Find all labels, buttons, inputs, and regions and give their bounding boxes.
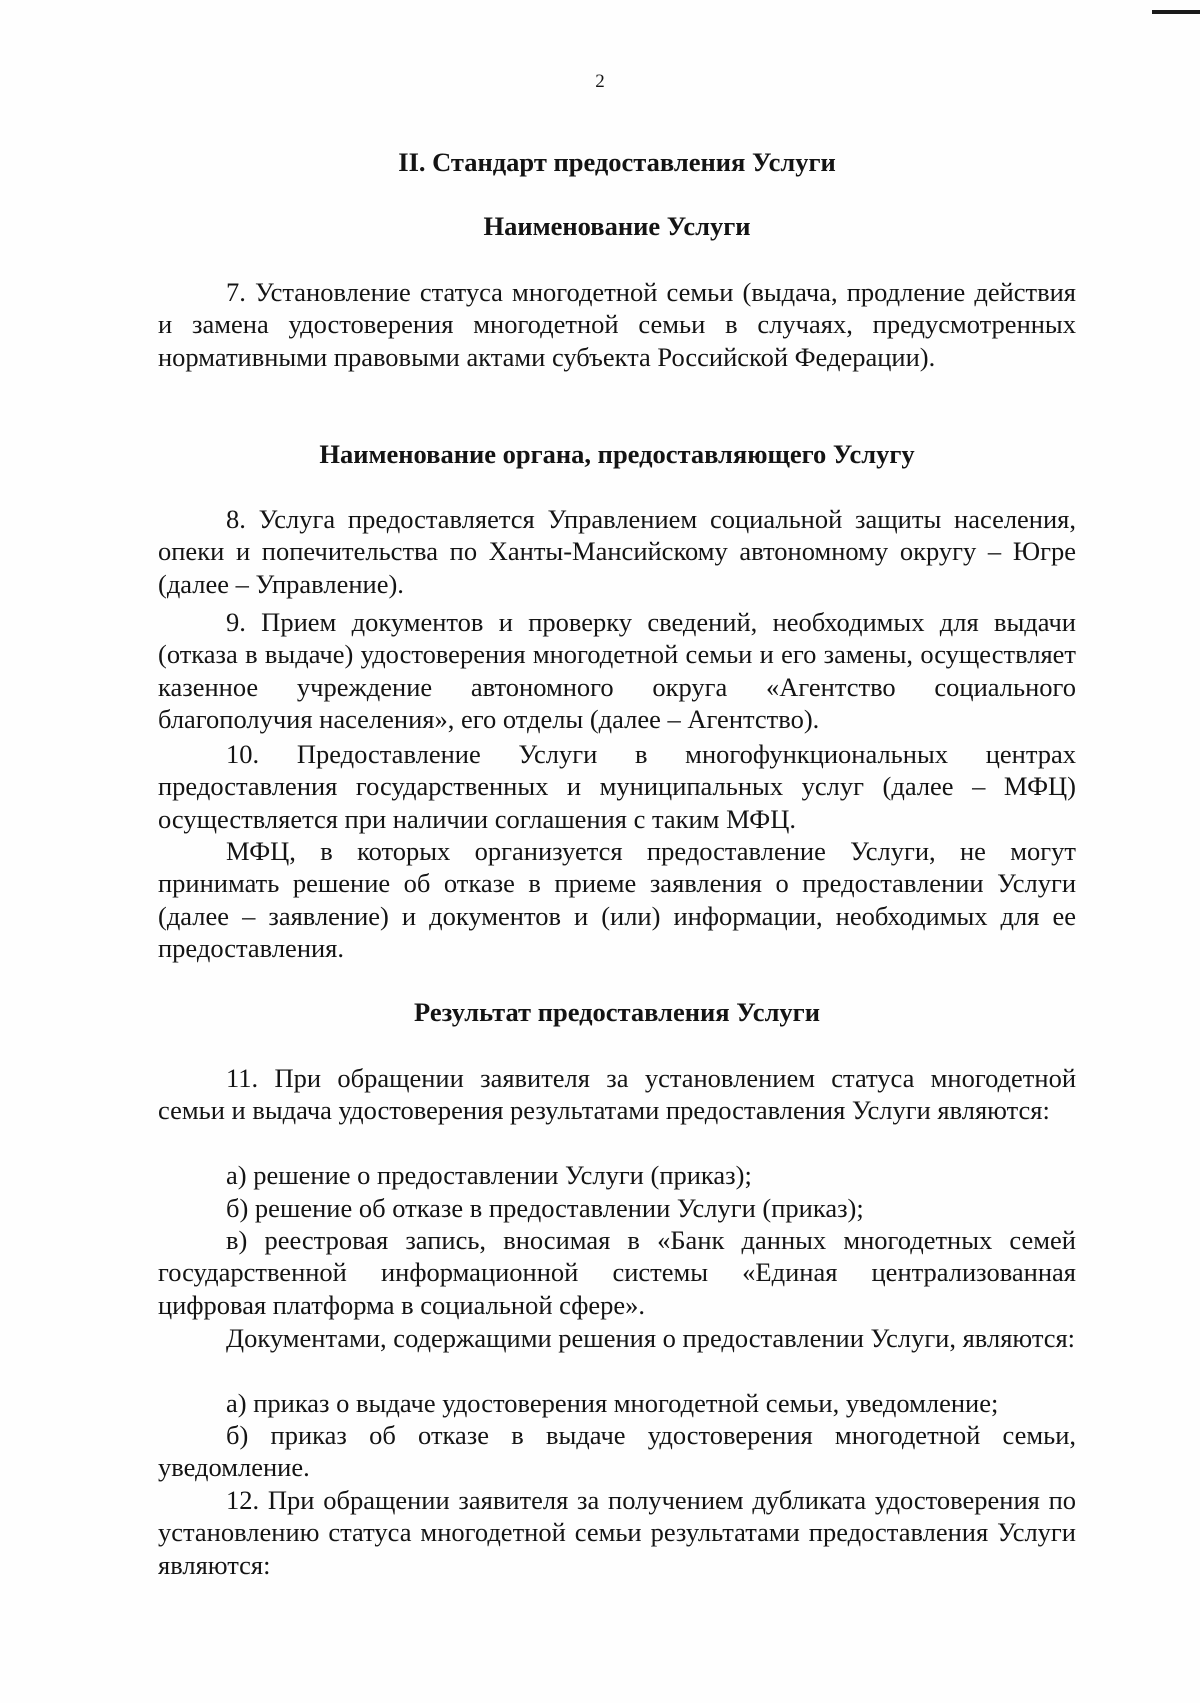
- list-item-doc-a: а) приказ о выдаче удостоверения многодетной семьи, уведомление;: [226, 1388, 999, 1418]
- list-item-b: б) решение об отказе в предоставлении Услуги (приказ);: [226, 1193, 864, 1223]
- list-item-c: в) реестровая запись, вносимая в «Банк данных многодетных семей государственной информационной системы «Единая централизованная цифровая платформа в социальной сфере».: [158, 1225, 1076, 1320]
- paragraph-10: 10. Предоставление Услуги в многофункциональных центрах предоставления государственных и муниципальных услуг (далее – МФЦ) осуществляется при наличии соглашения с таким МФЦ.: [158, 739, 1076, 834]
- paragraph-12: 12. При обращении заявителя за получением дубликата удостоверения по установлению статуса многодетной семьи результатами предоставления Услуги являются:: [158, 1485, 1076, 1580]
- paragraph-8: 8. Услуга предоставляется Управлением социальной защиты населения, опеки и попечительства по Ханты-Мансийскому автономному округу – Югре (далее – Управление).: [158, 504, 1076, 599]
- heading-service-name: Наименование Услуги: [483, 211, 751, 241]
- page-number: 2: [595, 71, 605, 92]
- paragraph-7: 7. Установление статуса многодетной семьи (выдача, продление действия и замена удостоверения многодетной семьи в случаях, предусмотренных нормативными правовыми актами субъекта Российской Федерации).: [158, 277, 1076, 372]
- paragraph-11: 11. При обращении заявителя за установлением статуса многодетной семьи и выдача удостоверения результатами предоставления Услуги являются:: [158, 1063, 1076, 1126]
- paragraph-9: 9. Прием документов и проверку сведений, необходимых для выдачи (отказа в выдаче) удостоверения многодетной семьи и его замены, осуществляет казенное учреждение автономного округа «Агентство социального благополучия населения», его отделы (далее – Агентство).: [158, 607, 1076, 735]
- section-title: II. Стандарт предоставления Услуги: [398, 147, 836, 177]
- list-item-doc-b: б) приказ об отказе в выдаче удостоверения многодетной семьи, уведомление.: [158, 1420, 1076, 1483]
- scan-edge-mark: [1152, 10, 1200, 14]
- heading-service-result: Результат предоставления Услуги: [414, 997, 820, 1027]
- heading-providing-body: Наименование органа, предоставляющего Услугу: [319, 439, 915, 469]
- paragraph-documents: Документами, содержащими решения о предоставлении Услуги, являются:: [226, 1323, 1076, 1353]
- paragraph-mfc: МФЦ, в которых организуется предоставление Услуги, не могут принимать решение об отказе в приеме заявления о предоставлении Услуги (далее – заявление) и документов и (или) информации, необходимых для ее предоставления.: [158, 836, 1076, 964]
- list-item-a: а) решение о предоставлении Услуги (приказ);: [226, 1160, 752, 1190]
